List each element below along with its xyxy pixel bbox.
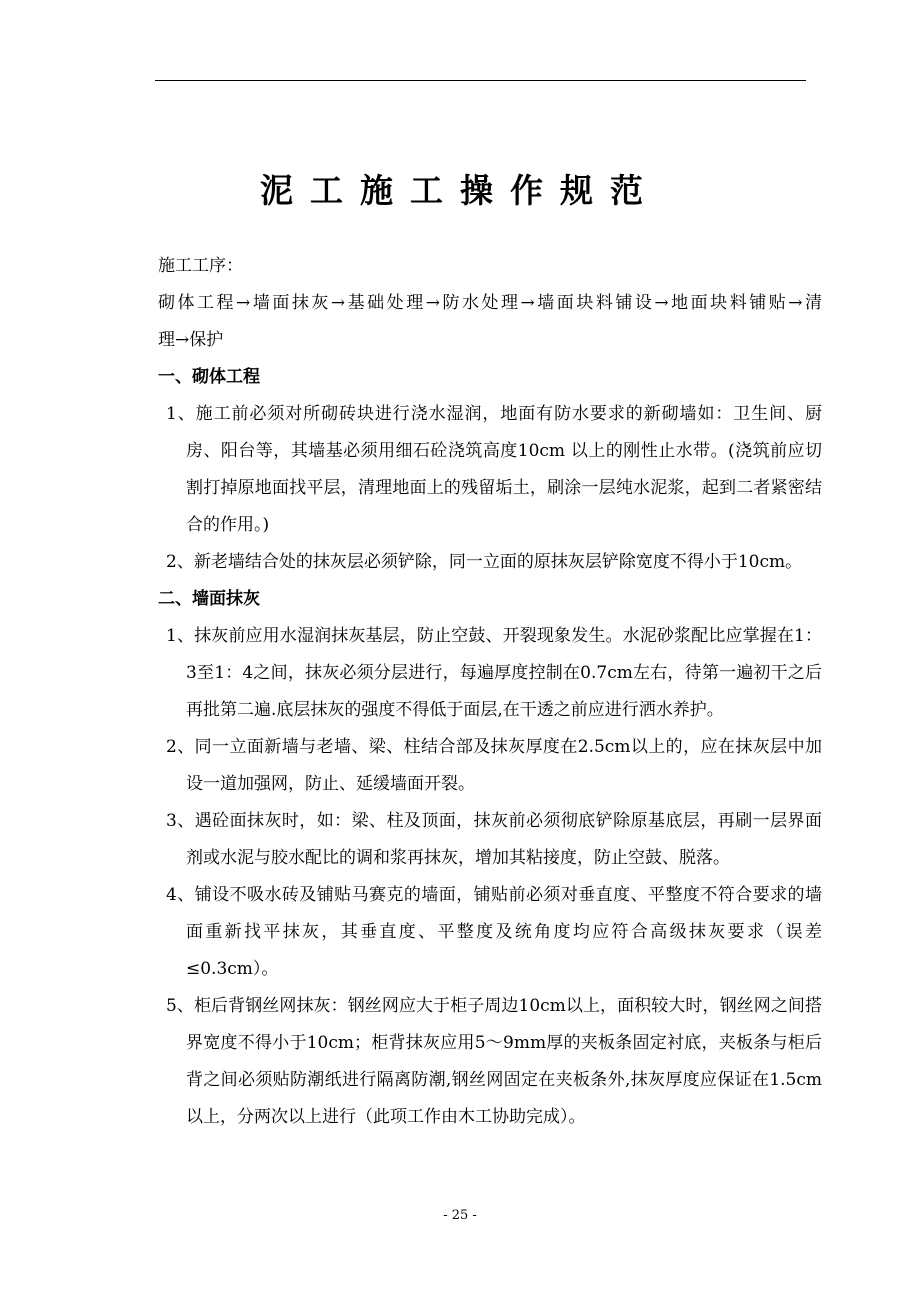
plastering-item-4: 4、铺设不吸水砖及铺贴马赛克的墙面，铺贴前必须对垂直度、平整度不符合要求的墙面重新找平抹灰，其垂直度、平整度及统角度均应符合高级抹灰要求（误差≤0.3cm）。 bbox=[166, 885, 822, 979]
plastering-item-2: 2、同一立面新墙与老墙、梁、柱结合部及抹灰厚度在2.5cm以上的，应在抹灰层中加设一道加强网，防止、延缓墙面开裂。 bbox=[166, 737, 822, 794]
page-number: - 25 - bbox=[443, 1208, 477, 1223]
masonry-item-1: 1、施工前必须对所砌砖块进行浇水湿润，地面有防水要求的新砌墙如：卫生间、厨房、阳台等，其墙基必须用细石砼浇筑高度10cm 以上的刚性止水带。(浇筑前应切割打掉原地面找平层，清理地面上的残留垢土，刷涂一层纯水泥浆，起到二者紧密结合的作用。) bbox=[166, 404, 822, 535]
section-heading-masonry: 一、砌体工程 bbox=[158, 367, 260, 387]
masonry-item-2: 2、新老墙结合处的抹灰层必须铲除，同一立面的原抹灰层铲除宽度不得小于10cm。 bbox=[166, 552, 803, 572]
plastering-item-1: 1、抹灰前应用水湿润抹灰基层，防止空鼓、开裂现象发生。水泥砂浆配比应掌握在1：3至1：4之间，抹灰必须分层进行，每遍厚度控制在0.7cm左右，待第一遍初干之后再批第二遍.底层抹灰的强度不得低于面层,在干透之前应进行洒水养护。 bbox=[166, 626, 822, 720]
procedure-flow-line-2: 理→保护 bbox=[158, 330, 224, 350]
procedure-flow-line-1: 砌体工程→墙面抹灰→基础处理→防水处理→墙面块料铺设→地面块料铺贴→清 bbox=[158, 293, 822, 313]
header-rule bbox=[155, 80, 806, 81]
page-title: 泥工施工操作规范 bbox=[260, 171, 660, 210]
section-heading-plastering: 二、墙面抹灰 bbox=[158, 589, 260, 609]
document-body bbox=[158, 248, 822, 1136]
procedure-label: 施工工序： bbox=[158, 256, 243, 276]
plastering-item-3: 3、遇砼面抹灰时，如：梁、柱及顶面，抹灰前必须彻底铲除原基底层，再刷一层界面剂或水泥与胶水配比的调和浆再抹灰，增加其粘接度，防止空鼓、脱落。 bbox=[166, 811, 822, 868]
plastering-item-5: 5、柜后背钢丝网抹灰：钢丝网应大于柜子周边10cm以上，面积较大时，钢丝网之间搭界宽度不得小于10cm；柜背抹灰应用5～9mm厚的夹板条固定衬底，夹板条与柜后背之间必须贴防潮纸进行隔离防潮,钢丝网固定在夹板条外,抹灰厚度应保证在1.5cm以上，分两次以上进行（此项工作由木工协助完成）。 bbox=[166, 996, 822, 1127]
